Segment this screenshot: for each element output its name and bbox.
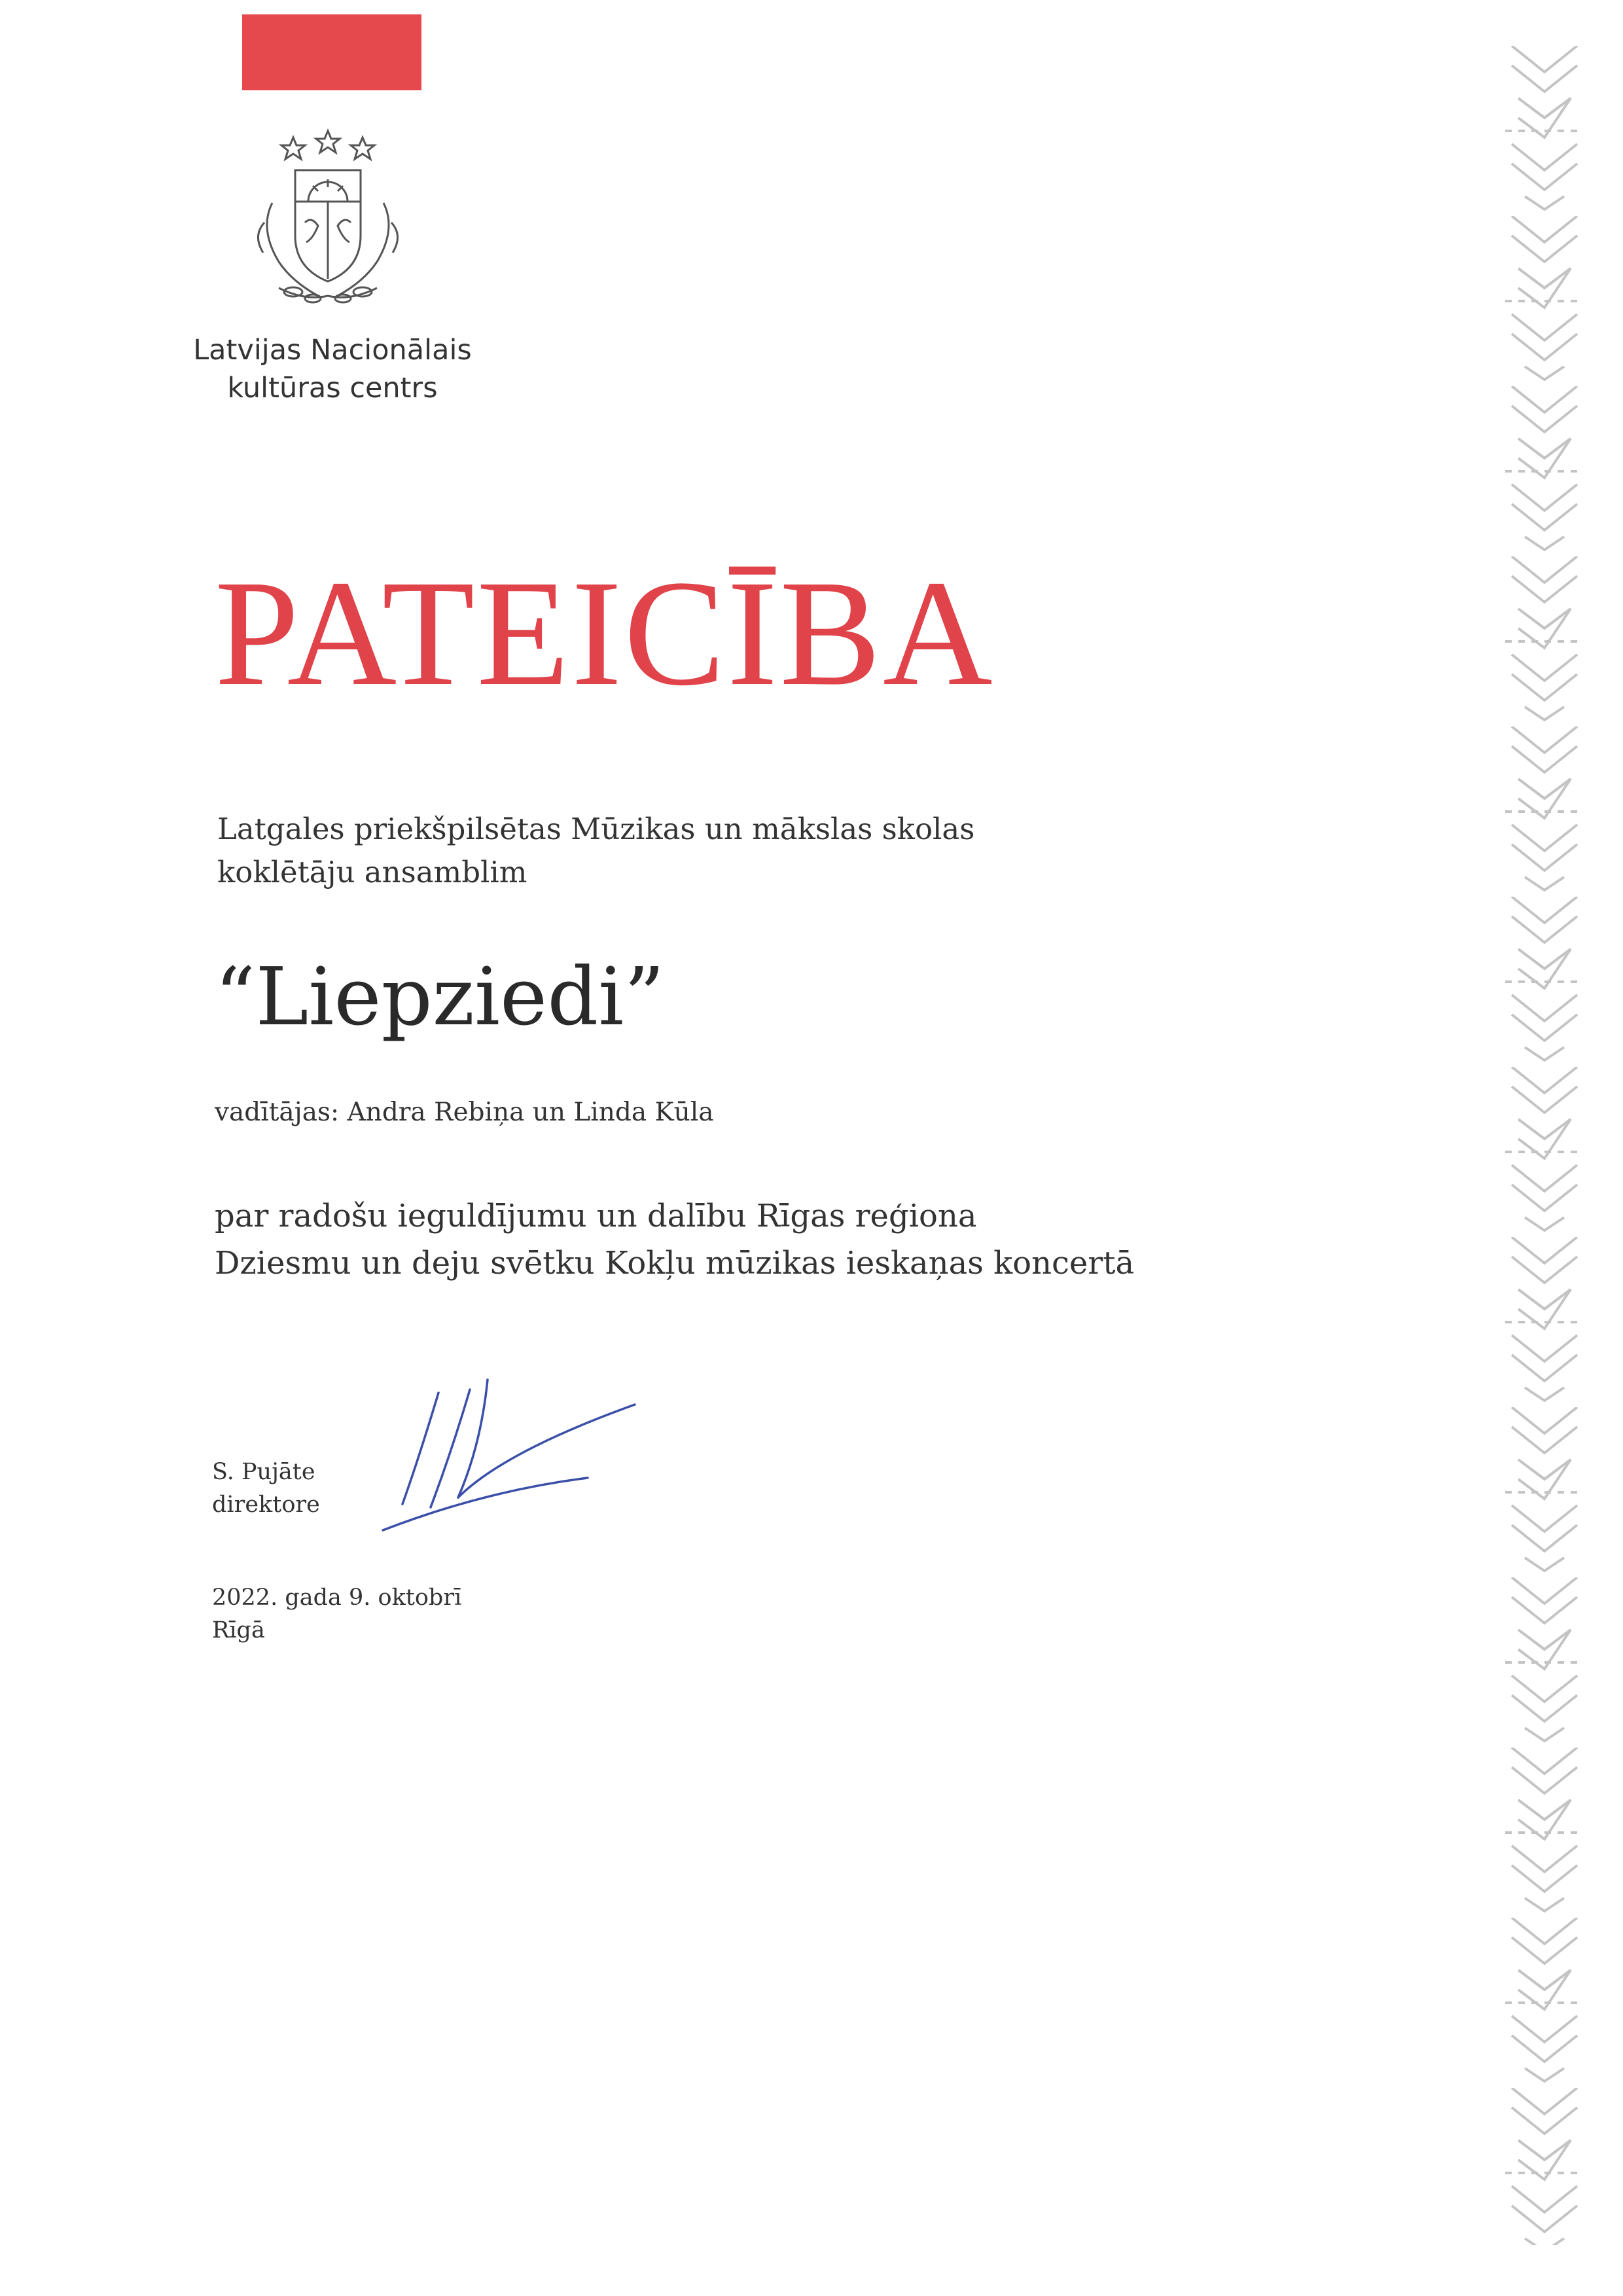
certificate-title: PATEICĪBA <box>215 549 995 717</box>
reason-line-2: Dziesmu un deju svētku Kokļu mūzikas ieskaņas koncertā <box>215 1245 1135 1282</box>
signer-role: direktore <box>212 1492 320 1518</box>
signer-block <box>212 1456 320 1521</box>
latvian-coat-of-arms-icon <box>233 124 423 314</box>
handwritten-signature-icon <box>353 1373 661 1570</box>
date-place-block <box>212 1581 461 1647</box>
recipient-line-2: koklētāju ansamblim <box>217 855 527 889</box>
recipient-line-1: Latgales priekšpilsētas Mūzikas un mākslas skolas <box>217 812 975 846</box>
issue-date: 2022. gada 9. oktobrī <box>212 1585 462 1611</box>
latvian-pattern-border-icon <box>1499 46 1590 2245</box>
reason-line-1: par radošu ieguldījumu un dalību Rīgas reģiona <box>215 1198 977 1234</box>
org-line-2: kultūras centrs <box>227 372 438 404</box>
issue-place: Rīgā <box>212 1617 265 1643</box>
org-line-1: Latvijas Nacionālais <box>193 334 472 367</box>
ensemble-name: “Liepziedi” <box>215 950 665 1043</box>
recipient-description <box>217 808 974 894</box>
organization-name <box>188 331 476 407</box>
ensemble-leaders: vadītājas: Andra Rebiņa un Linda Kūla <box>215 1098 714 1127</box>
red-accent-bar <box>242 14 421 90</box>
award-reason <box>215 1193 1134 1287</box>
signer-name: S. Pujāte <box>212 1459 315 1485</box>
